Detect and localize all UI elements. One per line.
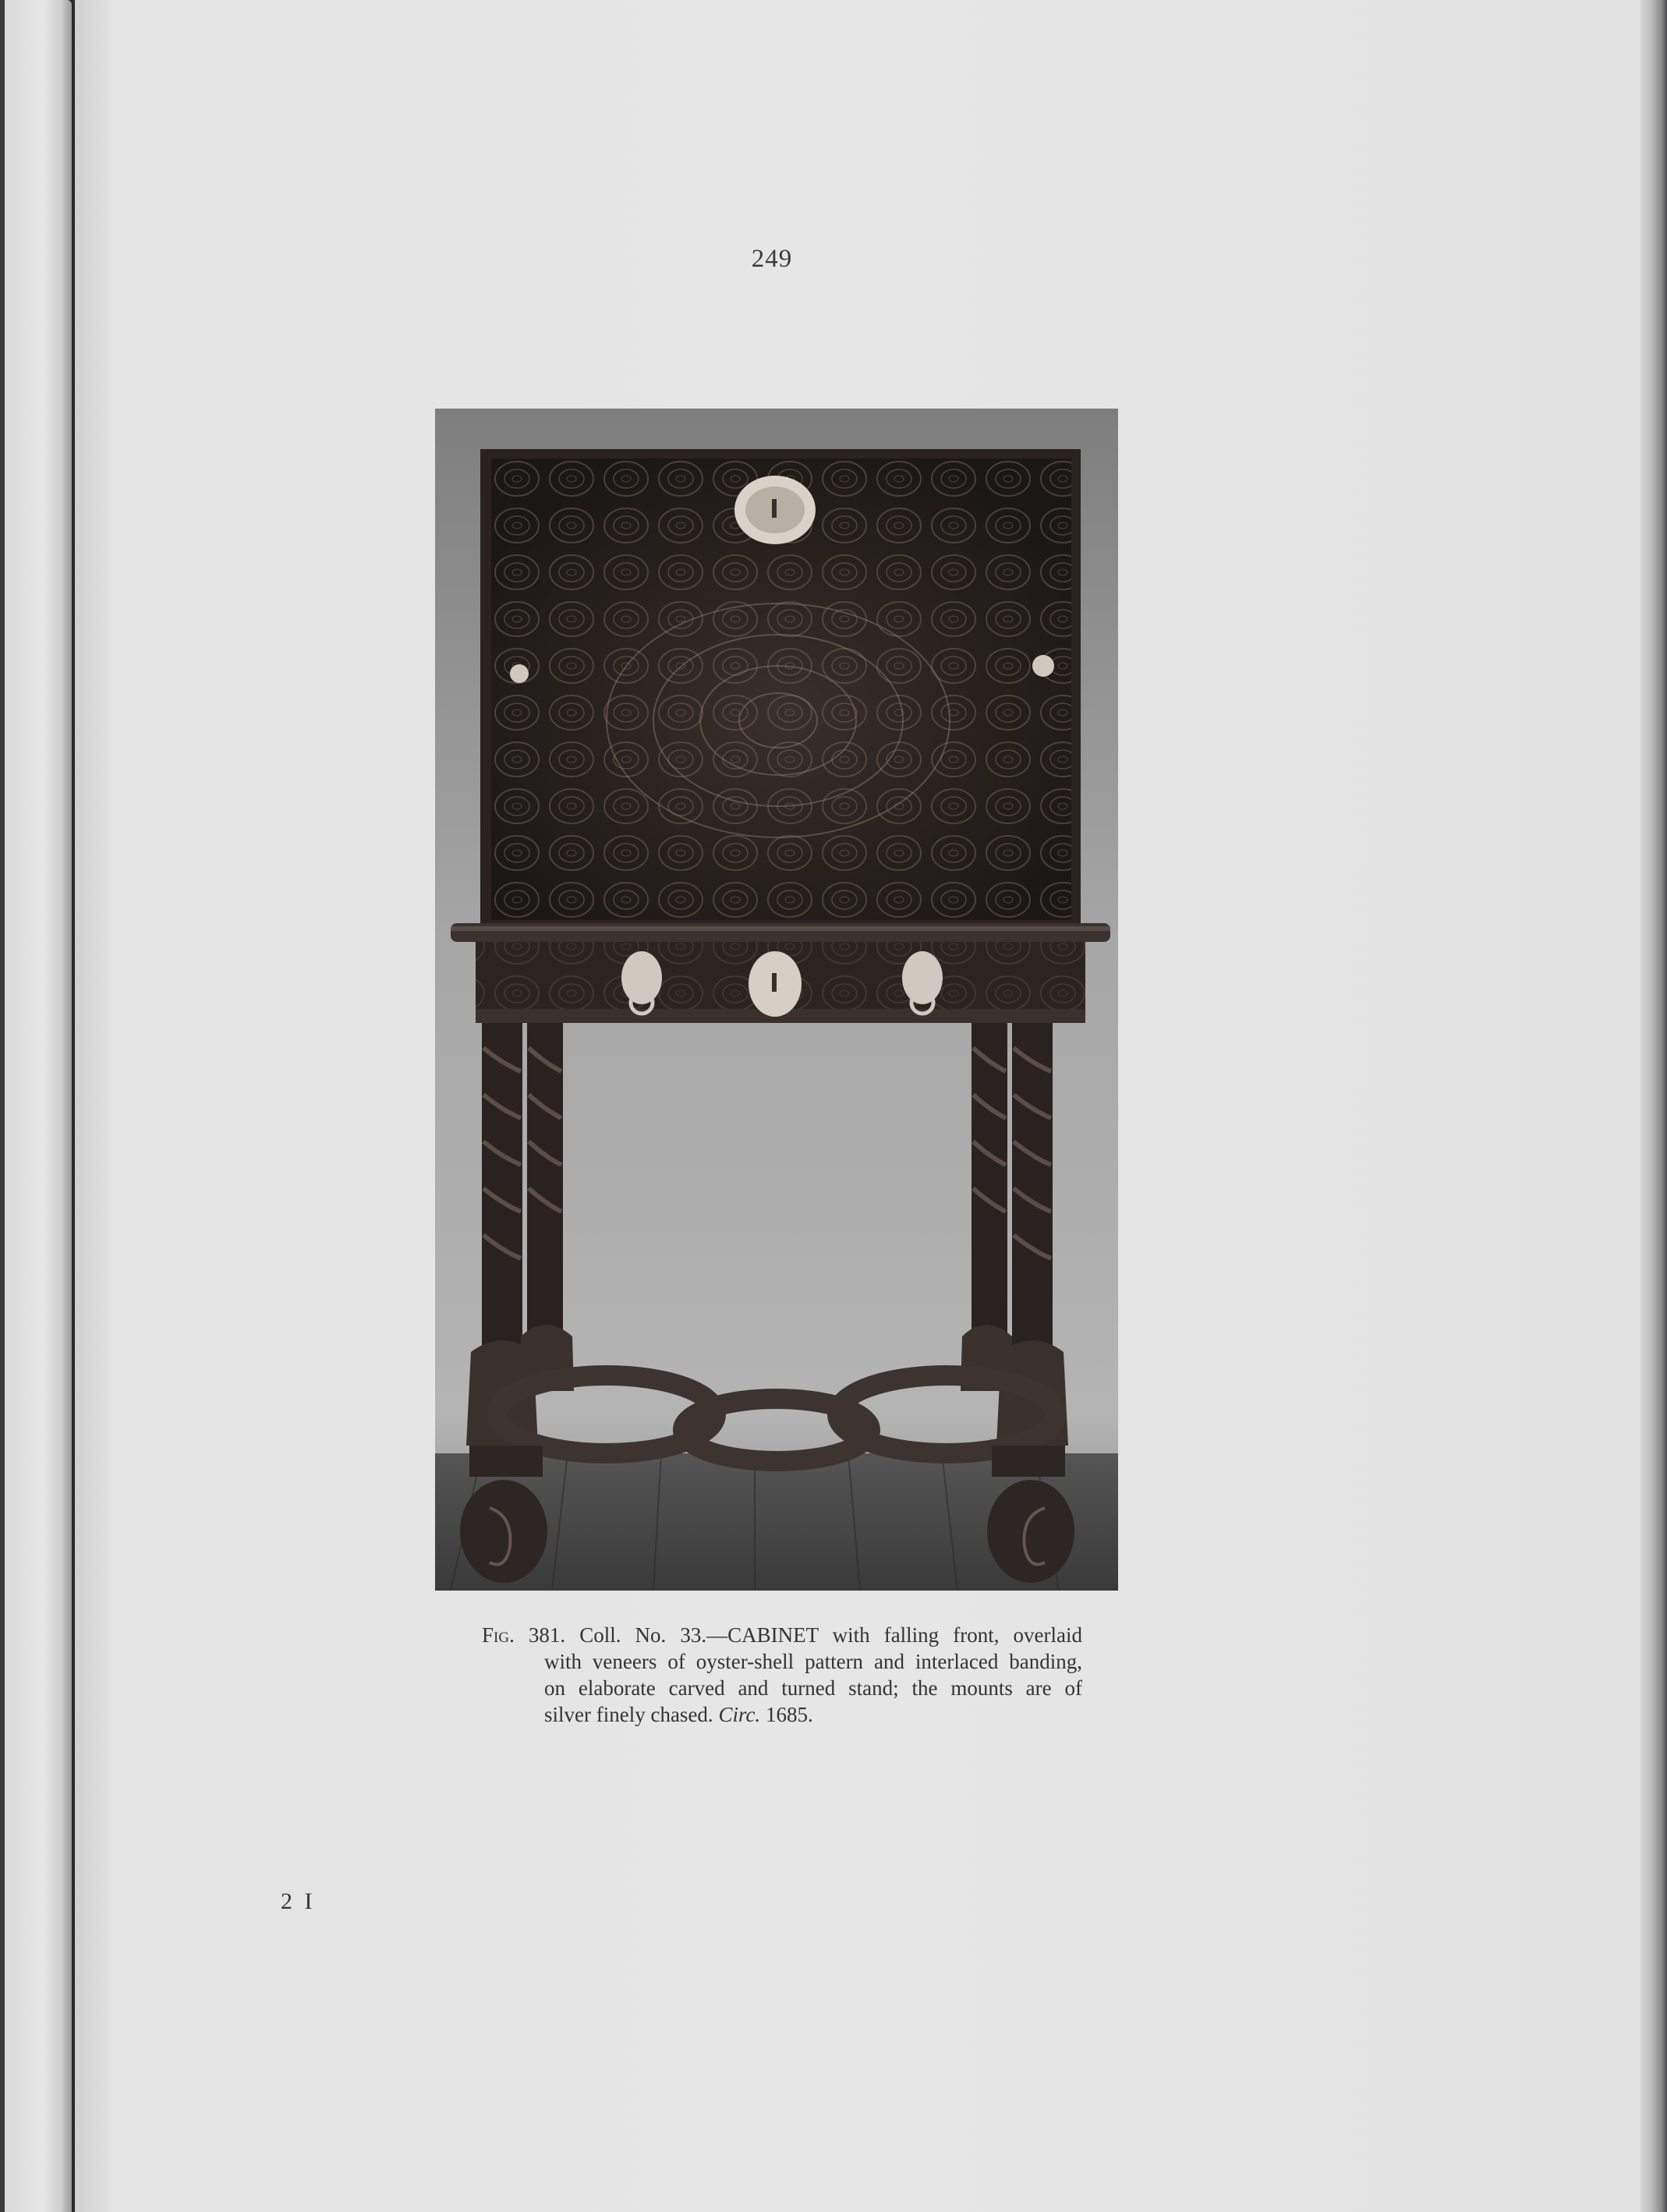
- page-number: 249: [751, 245, 793, 273]
- caption-fig-label: Fig.: [482, 1623, 515, 1647]
- caption-year: 1685.: [765, 1703, 813, 1726]
- caption-line-1: Fig. 381. Coll. No. 33.—CABINET with falling front, overlaid: [482, 1623, 1082, 1647]
- facing-page-edge: [0, 0, 72, 2212]
- caption-line-2: with veneers of oyster-shell pattern and interlaced banding,: [544, 1650, 1082, 1673]
- caption-line-4: silver finely chased. Circ. 1685.: [544, 1703, 813, 1726]
- figure-caption: [482, 1622, 1082, 1728]
- book-spine: [0, 0, 5, 2212]
- figure-photograph: [435, 409, 1118, 1591]
- page-fore-edge: [1640, 0, 1667, 2212]
- signature-mark: 2 I: [281, 1888, 316, 1914]
- caption-circa: Circ.: [718, 1703, 761, 1726]
- caption-line-3: on elaborate carved and turned stand; the mounts are of: [544, 1676, 1082, 1700]
